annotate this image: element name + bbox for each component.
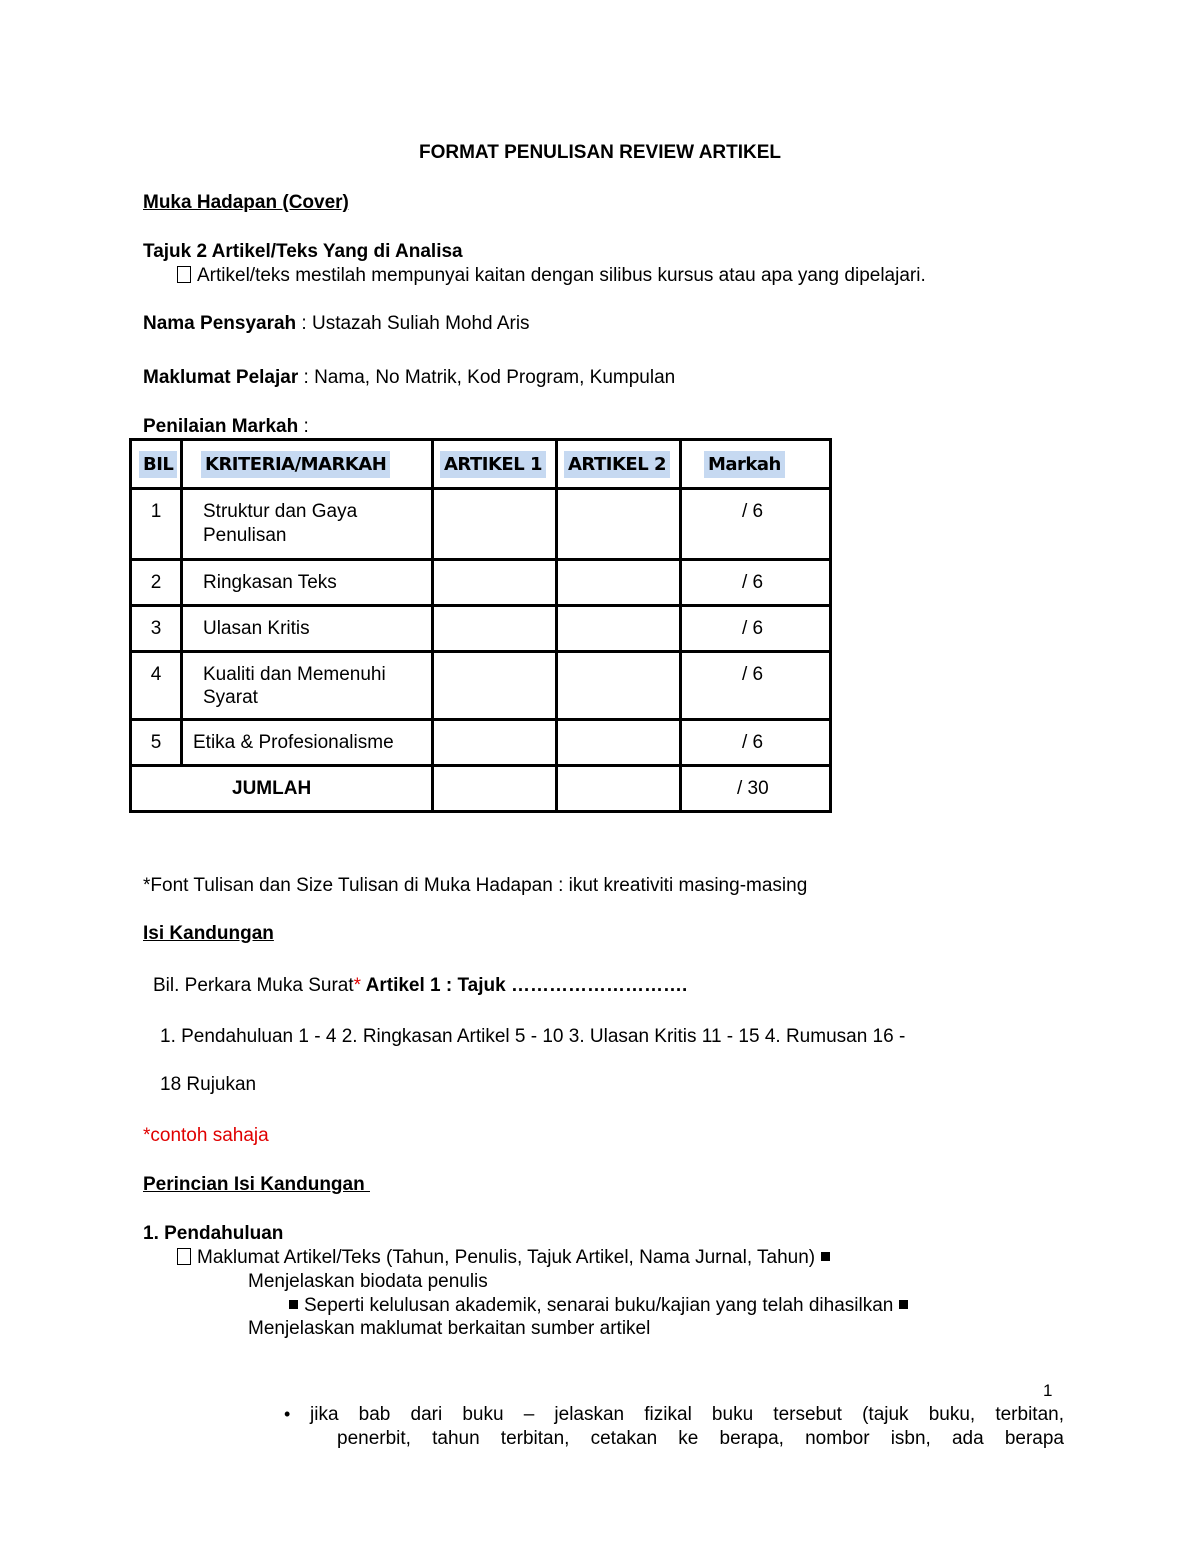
- missing-glyph-icon: [177, 1248, 191, 1265]
- pelajar-line: [143, 367, 675, 389]
- row-markah: / 6: [742, 572, 764, 593]
- table-row: [131, 560, 831, 606]
- row-markah: / 6: [742, 732, 764, 753]
- font-note: *Font Tulisan dan Size Tulisan di Muka Hadapan : ikut kreativiti masing-masing: [143, 875, 808, 896]
- row-artikel-2-cell: [557, 720, 681, 766]
- isi-line-1: [153, 975, 687, 997]
- row-artikel-1-cell: [433, 720, 557, 766]
- isi-line-1-star: *: [353, 975, 362, 996]
- row-kriteria: Struktur dan Gaya Penulisan: [203, 501, 358, 546]
- table-row: [131, 652, 831, 720]
- total-artikel-1-cell: [433, 766, 557, 812]
- pendahuluan-line-4: Menjelaskan maklumat berkaitan sumber artikel: [248, 1318, 651, 1339]
- tajuk-note: [177, 265, 926, 287]
- header-kriteria: KRITERIA/MARKAH: [201, 451, 390, 478]
- pendahuluan-line-3-text: Seperti kelulusan akademik, senarai buku/kajian yang telah dihasilkan: [304, 1295, 894, 1316]
- tajuk-note-text: Artikel/teks mestilah mempunyai kaitan dengan silibus kursus atau apa yang dipelajari.: [197, 265, 926, 286]
- tajuk-heading: Tajuk 2 Artikel/Teks Yang di Analisa: [143, 241, 463, 262]
- missing-glyph-icon: [177, 266, 191, 283]
- header-markah: Markah: [704, 451, 785, 478]
- pelajar-label: Maklumat Pelajar: [143, 367, 299, 388]
- row-artikel-1-cell: [433, 652, 557, 720]
- perincian-heading: Perincian Isi Kandungan: [143, 1174, 370, 1195]
- marking-table: [129, 438, 832, 813]
- bullet-dot-icon: •: [284, 1404, 291, 1424]
- row-kriteria: Ringkasan Teks: [203, 572, 337, 593]
- header-artikel-2: ARTIKEL 2: [564, 451, 670, 478]
- table-row: [131, 720, 831, 766]
- pendahuluan-heading: 1. Pendahuluan: [143, 1223, 284, 1244]
- row-artikel-2-cell: [557, 652, 681, 720]
- total-artikel-2-cell: [557, 766, 681, 812]
- row-artikel-1-cell: [433, 606, 557, 652]
- row-bil: 3: [150, 618, 162, 639]
- row-kriteria: Ulasan Kritis: [203, 618, 310, 639]
- table-total-row: [131, 766, 831, 812]
- row-bil: 5: [150, 732, 162, 753]
- table-row: [131, 606, 831, 652]
- row-kriteria: Etika & Profesionalisme: [193, 732, 394, 753]
- isi-line-2: 1. Pendahuluan 1 - 4 2. Ringkasan Artikel 5 - 10 3. Ulasan Kritis 11 - 15 4. Rumusan 16 -: [160, 1026, 906, 1047]
- pendahuluan-line-1: [177, 1247, 836, 1269]
- penilaian-suffix: :: [298, 416, 309, 437]
- pensyarah-line: [143, 313, 530, 335]
- row-markah: / 6: [742, 501, 764, 522]
- square-bullet-icon: [821, 1252, 830, 1261]
- pensyarah-label: Nama Pensyarah: [143, 313, 297, 334]
- pendahuluan-line-2: Menjelaskan biodata penulis: [248, 1271, 488, 1292]
- contoh-note: *contoh sahaja: [143, 1125, 269, 1146]
- cover-heading: Muka Hadapan (Cover): [143, 192, 349, 213]
- bullet-line-1: jika bab dari buku – jelaskan fizikal buku tersebut (tajuk buku, terbitan,: [310, 1404, 1064, 1425]
- total-label: JUMLAH: [232, 778, 312, 799]
- row-markah: / 6: [742, 664, 764, 685]
- header-bil: BIL: [139, 451, 177, 478]
- row-artikel-2-cell: [557, 489, 681, 560]
- isi-kandungan-heading: Isi Kandungan: [143, 923, 274, 944]
- pendahuluan-line-1-text: Maklumat Artikel/Teks (Tahun, Penulis, Tajuk Artikel, Nama Jurnal, Tahun): [197, 1247, 816, 1268]
- square-bullet-icon: [899, 1300, 908, 1309]
- table-row: [131, 489, 831, 560]
- row-bil: 2: [150, 572, 162, 593]
- square-bullet-icon: [289, 1300, 298, 1309]
- isi-line-1-bold: Artikel 1 : Tajuk ……………………….: [361, 975, 688, 996]
- penilaian-label: Penilaian Markah: [143, 416, 299, 437]
- isi-line-3: 18 Rujukan: [160, 1074, 257, 1095]
- bullet-line-2: penerbit, tahun terbitan, cetakan ke berapa, nombor isbn, ada berapa: [337, 1428, 1064, 1449]
- table-header-row: [131, 440, 831, 489]
- pensyarah-value: : Ustazah Suliah Mohd Aris: [296, 313, 530, 334]
- row-bil: 4: [150, 664, 162, 685]
- row-artikel-1-cell: [433, 560, 557, 606]
- row-bil: 1: [150, 501, 162, 522]
- pelajar-value: : Nama, No Matrik, Kod Program, Kumpulan: [298, 367, 676, 388]
- header-artikel-1: ARTIKEL 1: [440, 451, 546, 478]
- row-artikel-2-cell: [557, 560, 681, 606]
- page-number: 1: [1043, 1381, 1053, 1400]
- penilaian-line: [143, 416, 309, 438]
- isi-line-1-plain: Bil. Perkara Muka Surat: [153, 975, 354, 996]
- row-artikel-2-cell: [557, 606, 681, 652]
- document-title: FORMAT PENULISAN REVIEW ARTIKEL: [418, 142, 782, 163]
- pendahuluan-line-3: [283, 1295, 914, 1317]
- row-kriteria: Kualiti dan Memenuhi Syarat: [203, 664, 397, 708]
- row-artikel-1-cell: [433, 489, 557, 560]
- total-markah: / 30: [737, 778, 769, 799]
- row-markah: / 6: [742, 618, 764, 639]
